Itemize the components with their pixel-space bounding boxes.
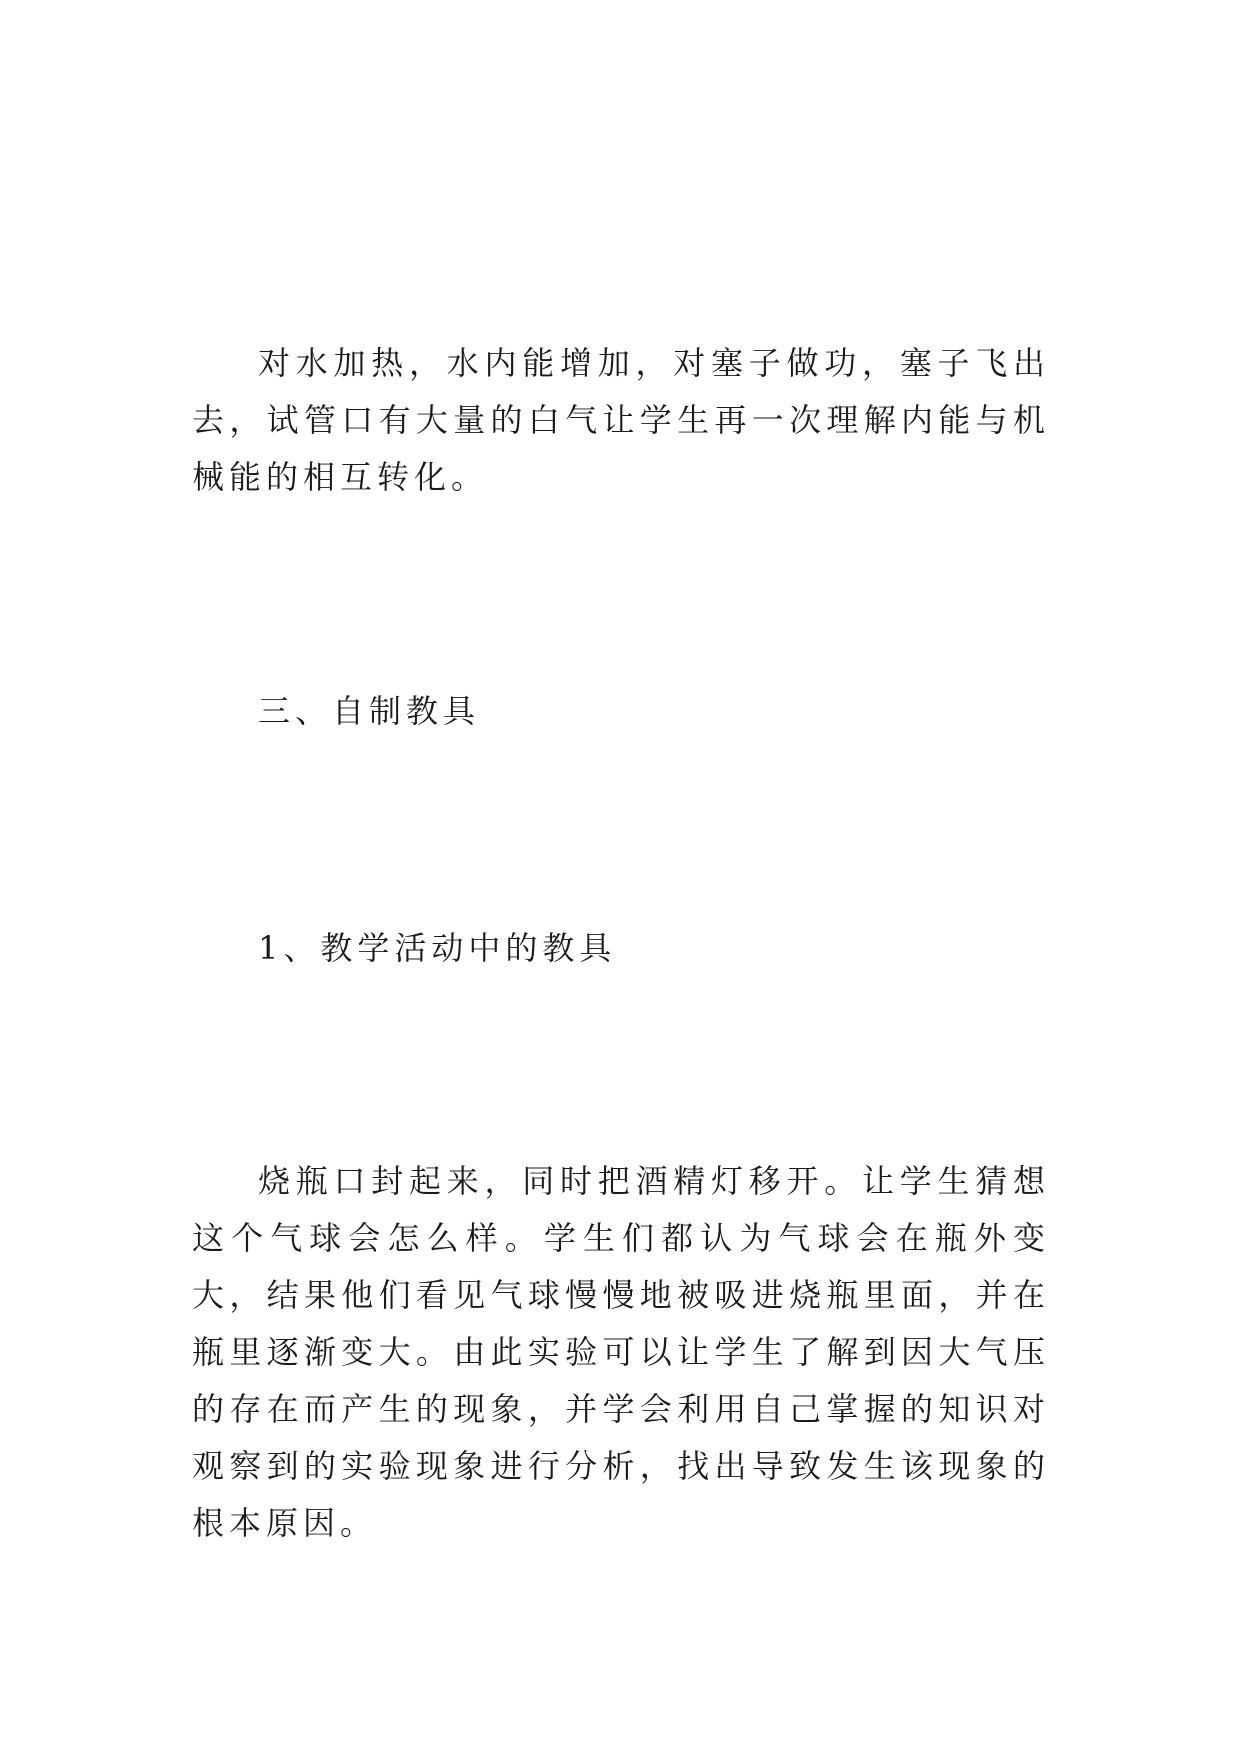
body-paragraph-balloon-experiment: 烧瓶口封起来，同时把酒精灯移开。让学生猜想这个气球会怎么样。学生们都认为气球会在瓶外变大，结果他们看见气球慢慢地被吸进烧瓶里面，并在瓶里逐渐变大。由此实验可以让学生了解到因大气压的存在而产生的现象，并学会利用自己掌握的知识对观察到的实验现象进行分析，找出导致发生该现象的根本原因。 — [192, 1162, 1050, 1542]
body-paragraph-heating-experiment: 对水加热，水内能增加，对塞子做功，塞子飞出去，试管口有大量的白气让学生再一次理解内能与机械能的相互转化。 — [192, 344, 1050, 496]
subsection-heading: 1、教学活动中的教具 — [258, 929, 617, 967]
section-heading: 三、自制教具 — [258, 692, 481, 730]
